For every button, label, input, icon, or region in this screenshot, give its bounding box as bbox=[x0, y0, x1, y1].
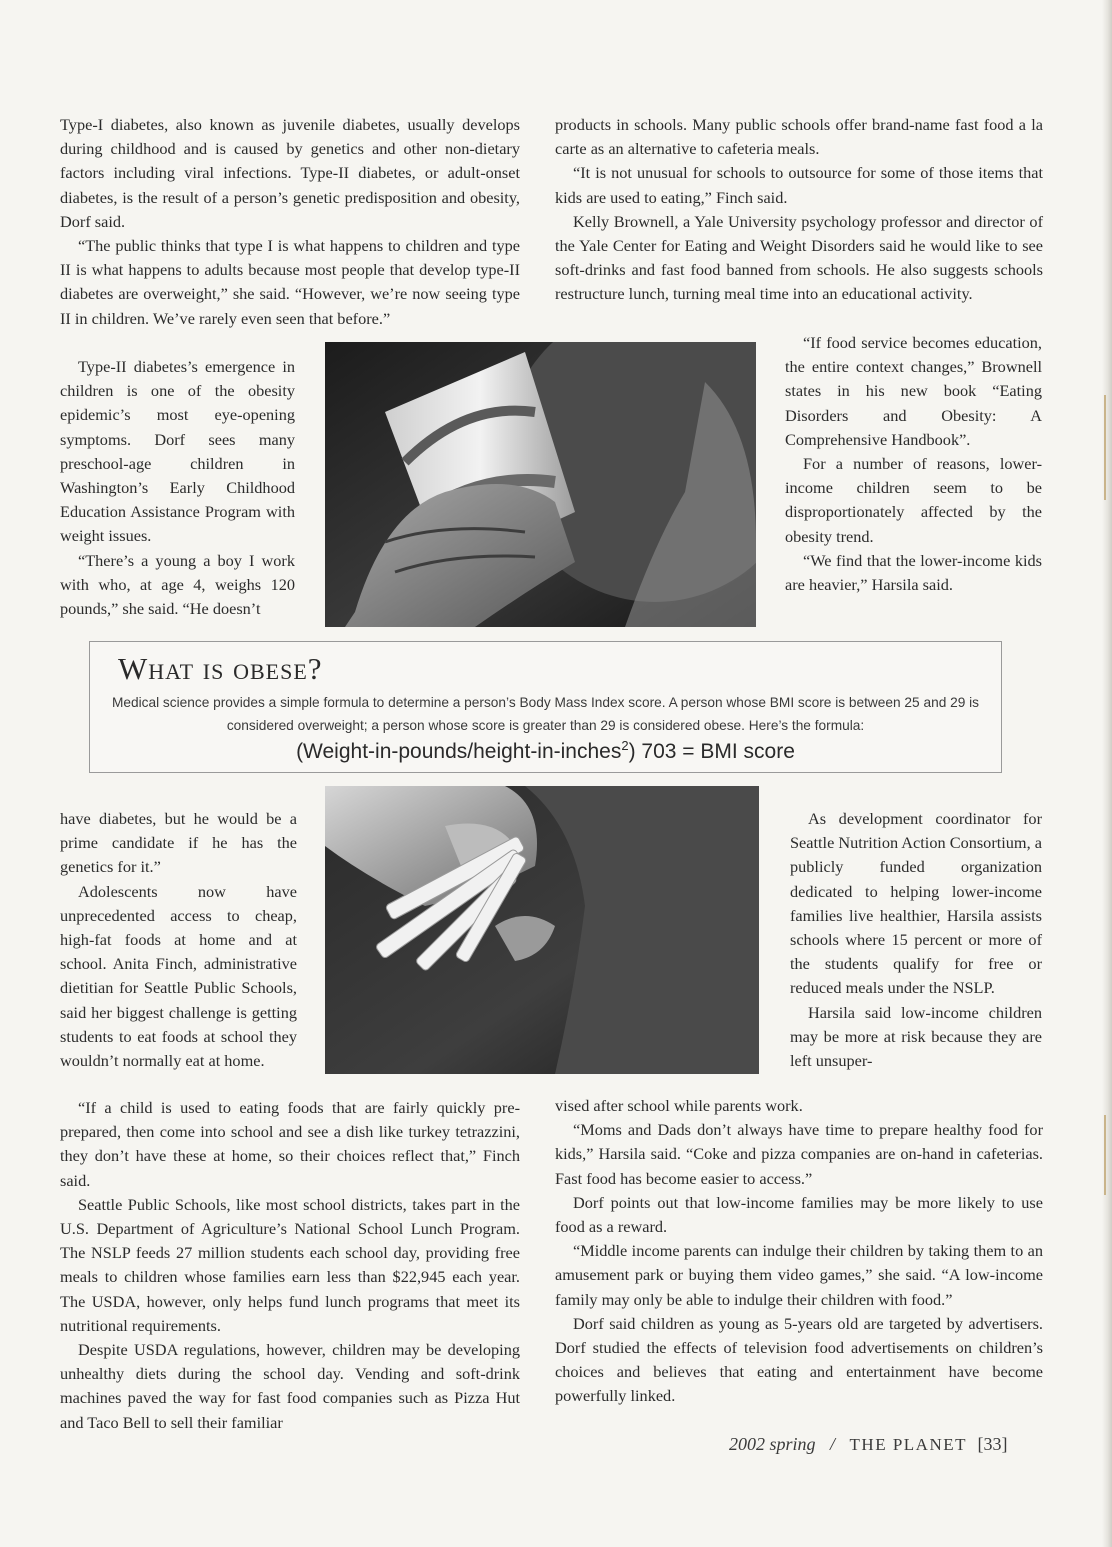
paragraph: vised after school while parents work. bbox=[555, 1096, 803, 1115]
paragraph: Despite USDA regulations, however, children may be developing unhealthy diets during the school day. Vending and soft-drink machines paved the way for fast food companies such as Pizza Hut and Taco Bell to sell their familiar bbox=[60, 1340, 520, 1432]
paragraph: Type-I diabetes, also known as juvenile diabetes, usually develops during childhood and is caused by genetics and other non-dietary factors including viral infections. Type-II diabetes, or adult-onset diabetes, is the result of a person’s genetic predisposition and obesity, Dorf said. bbox=[60, 115, 520, 231]
photo-french-fries bbox=[325, 786, 759, 1074]
formula-part: ) 703 = BMI score bbox=[628, 740, 795, 763]
bmi-sidebar bbox=[89, 641, 1002, 773]
paragraph: “It is not unusual for schools to outsource for some of those items that kids are used to eating,” Finch said. bbox=[555, 163, 1043, 207]
paragraph: “Middle income parents can indulge their children by taking them to an amusement park or buying them video games,” she said. “A low-income family may only be able to indulge their children with food.” bbox=[555, 1241, 1043, 1309]
paragraph: “If food service becomes education, the entire context changes,” Brownell states in his new book “Eating Disorders and Obesity: A Comprehensive Handbook”. bbox=[785, 333, 1042, 449]
bmi-formula bbox=[90, 738, 1001, 764]
paragraph: Type-II diabetes’s emergence in children is one of the obesity epidemic’s most eye-opening symptoms. Dorf sees many preschool-age children in Washington’s Early Childhood Education Assistance Program with weight issues. bbox=[60, 357, 295, 546]
photo-french-fries-image bbox=[325, 786, 759, 1074]
article-intro bbox=[60, 113, 520, 331]
paragraph: “Moms and Dads don’t always have time to prepare healthy food for kids,” Harsila said. “Coke and pizza companies are on-hand in cafeterias. Fast food has become easier to access.” bbox=[555, 1120, 1043, 1188]
paragraph: Adolescents now have unprecedented access to cheap, high-fat foods at home and at school. Anita Finch, administrative dietitian for Seattle Public Schools, said her biggest challenge is getting students to eat foods at school they wouldn’t normally eat at home. bbox=[60, 881, 297, 1071]
paragraph: “We find that the lower-income kids are heavier,” Harsila said. bbox=[785, 550, 1042, 595]
article-left-narrow bbox=[60, 355, 295, 621]
page-edge-mark bbox=[1104, 395, 1106, 500]
paragraph: Kelly Brownell, a Yale University psychology professor and director of the Yale Center for Eating and Weight Disorders said he would like to see soft-drinks and fast food banned from schools. He also suggests schools restructure lunch, turning meal time into an educational activity. bbox=[555, 211, 1043, 304]
paragraph: products in schools. Many public schools offer brand-name fast food a la carte as an alternative to cafeteria meals. bbox=[555, 115, 1043, 159]
sidebar-body: Medical science provides a simple formula to determine a person’s Body Mass Index score. A person whose BMI score is between 25 and 29 is considered overweight; a person whose score is greater than 29 is considered obese. Here’s the formula: bbox=[111, 695, 980, 733]
article-lower-left-full bbox=[60, 1096, 520, 1435]
page-edge-mark bbox=[1104, 1115, 1106, 1195]
formula-part: (Weight-in-pounds/height-in-inches bbox=[296, 740, 622, 763]
footer-publication: THE PLANET bbox=[849, 1435, 967, 1454]
paragraph: For a number of reasons, lower-income children seem to be disproportionately affected by the obesity trend. bbox=[785, 454, 1042, 546]
formula-superscript: 2 bbox=[621, 738, 629, 753]
page-edge bbox=[1102, 0, 1112, 1547]
article-lower-left-narrow bbox=[60, 807, 297, 1073]
photo-soda-cup-image bbox=[325, 342, 756, 627]
article-lower-right-narrow bbox=[790, 807, 1042, 1073]
photo-soda-cup bbox=[325, 342, 756, 627]
footer-separator: / bbox=[830, 1434, 836, 1454]
paragraph: “If a child is used to eating foods that are fairly quickly pre-prepared, then come into school and see a dish like turkey tetrazzini, they don’t have these at home, so their choices reflect that,” Finch said. bbox=[60, 1098, 520, 1190]
page-number: [33] bbox=[977, 1434, 1008, 1454]
paragraph: Seattle Public Schools, like most school districts, takes part in the U.S. Department of Agriculture’s National School Lunch Program. The NSLP feeds 27 million students each school day, providing free meals to children whose families earn less than $22,945 each year. The USDA, however, only helps fund lunch programs that meet its nutritional requirements. bbox=[60, 1194, 520, 1335]
paragraph: have diabetes, but he would be a prime candidate if he has the genetics for it.” bbox=[60, 809, 297, 877]
paragraph: Dorf points out that low-income families may be more likely to use food as a reward. bbox=[555, 1192, 1043, 1237]
paragraph: “The public thinks that type I is what happens to children and type II is what happens to adults because most people that develop type-II diabetes are overweight,” she said. “However, we’re now seeing type II in children. We’ve rarely even seen that before.” bbox=[60, 236, 520, 328]
article-right-top bbox=[555, 113, 1043, 307]
paragraph: Dorf said children as young as 5-years old are targeted by advertisers. Dorf studied the effects of television food advertisements on children’s choices and believes that eating and entertainment have become powerfully linked. bbox=[555, 1313, 1043, 1406]
footer-issue: 2002 spring bbox=[729, 1434, 816, 1454]
page-footer bbox=[729, 1434, 1008, 1455]
article-right-narrow bbox=[785, 331, 1042, 597]
article-lower-right-full bbox=[555, 1094, 1043, 1409]
paragraph: As development coordinator for Seattle Nutrition Action Consortium, a publicly funded organization dedicated to helping lower-income families live healthier, Harsila assists schools where 15 percent or more of the students qualify for free or reduced meals under the NSLP. bbox=[790, 809, 1042, 998]
paragraph: “There’s a young a boy I work with who, at age 4, weighs 120 pounds,” she said. “He doesn’t bbox=[60, 550, 295, 619]
sidebar-title: What is obese? bbox=[118, 651, 323, 686]
paragraph: Harsila said low-income children may be more at risk because they are left unsuper- bbox=[790, 1002, 1042, 1071]
